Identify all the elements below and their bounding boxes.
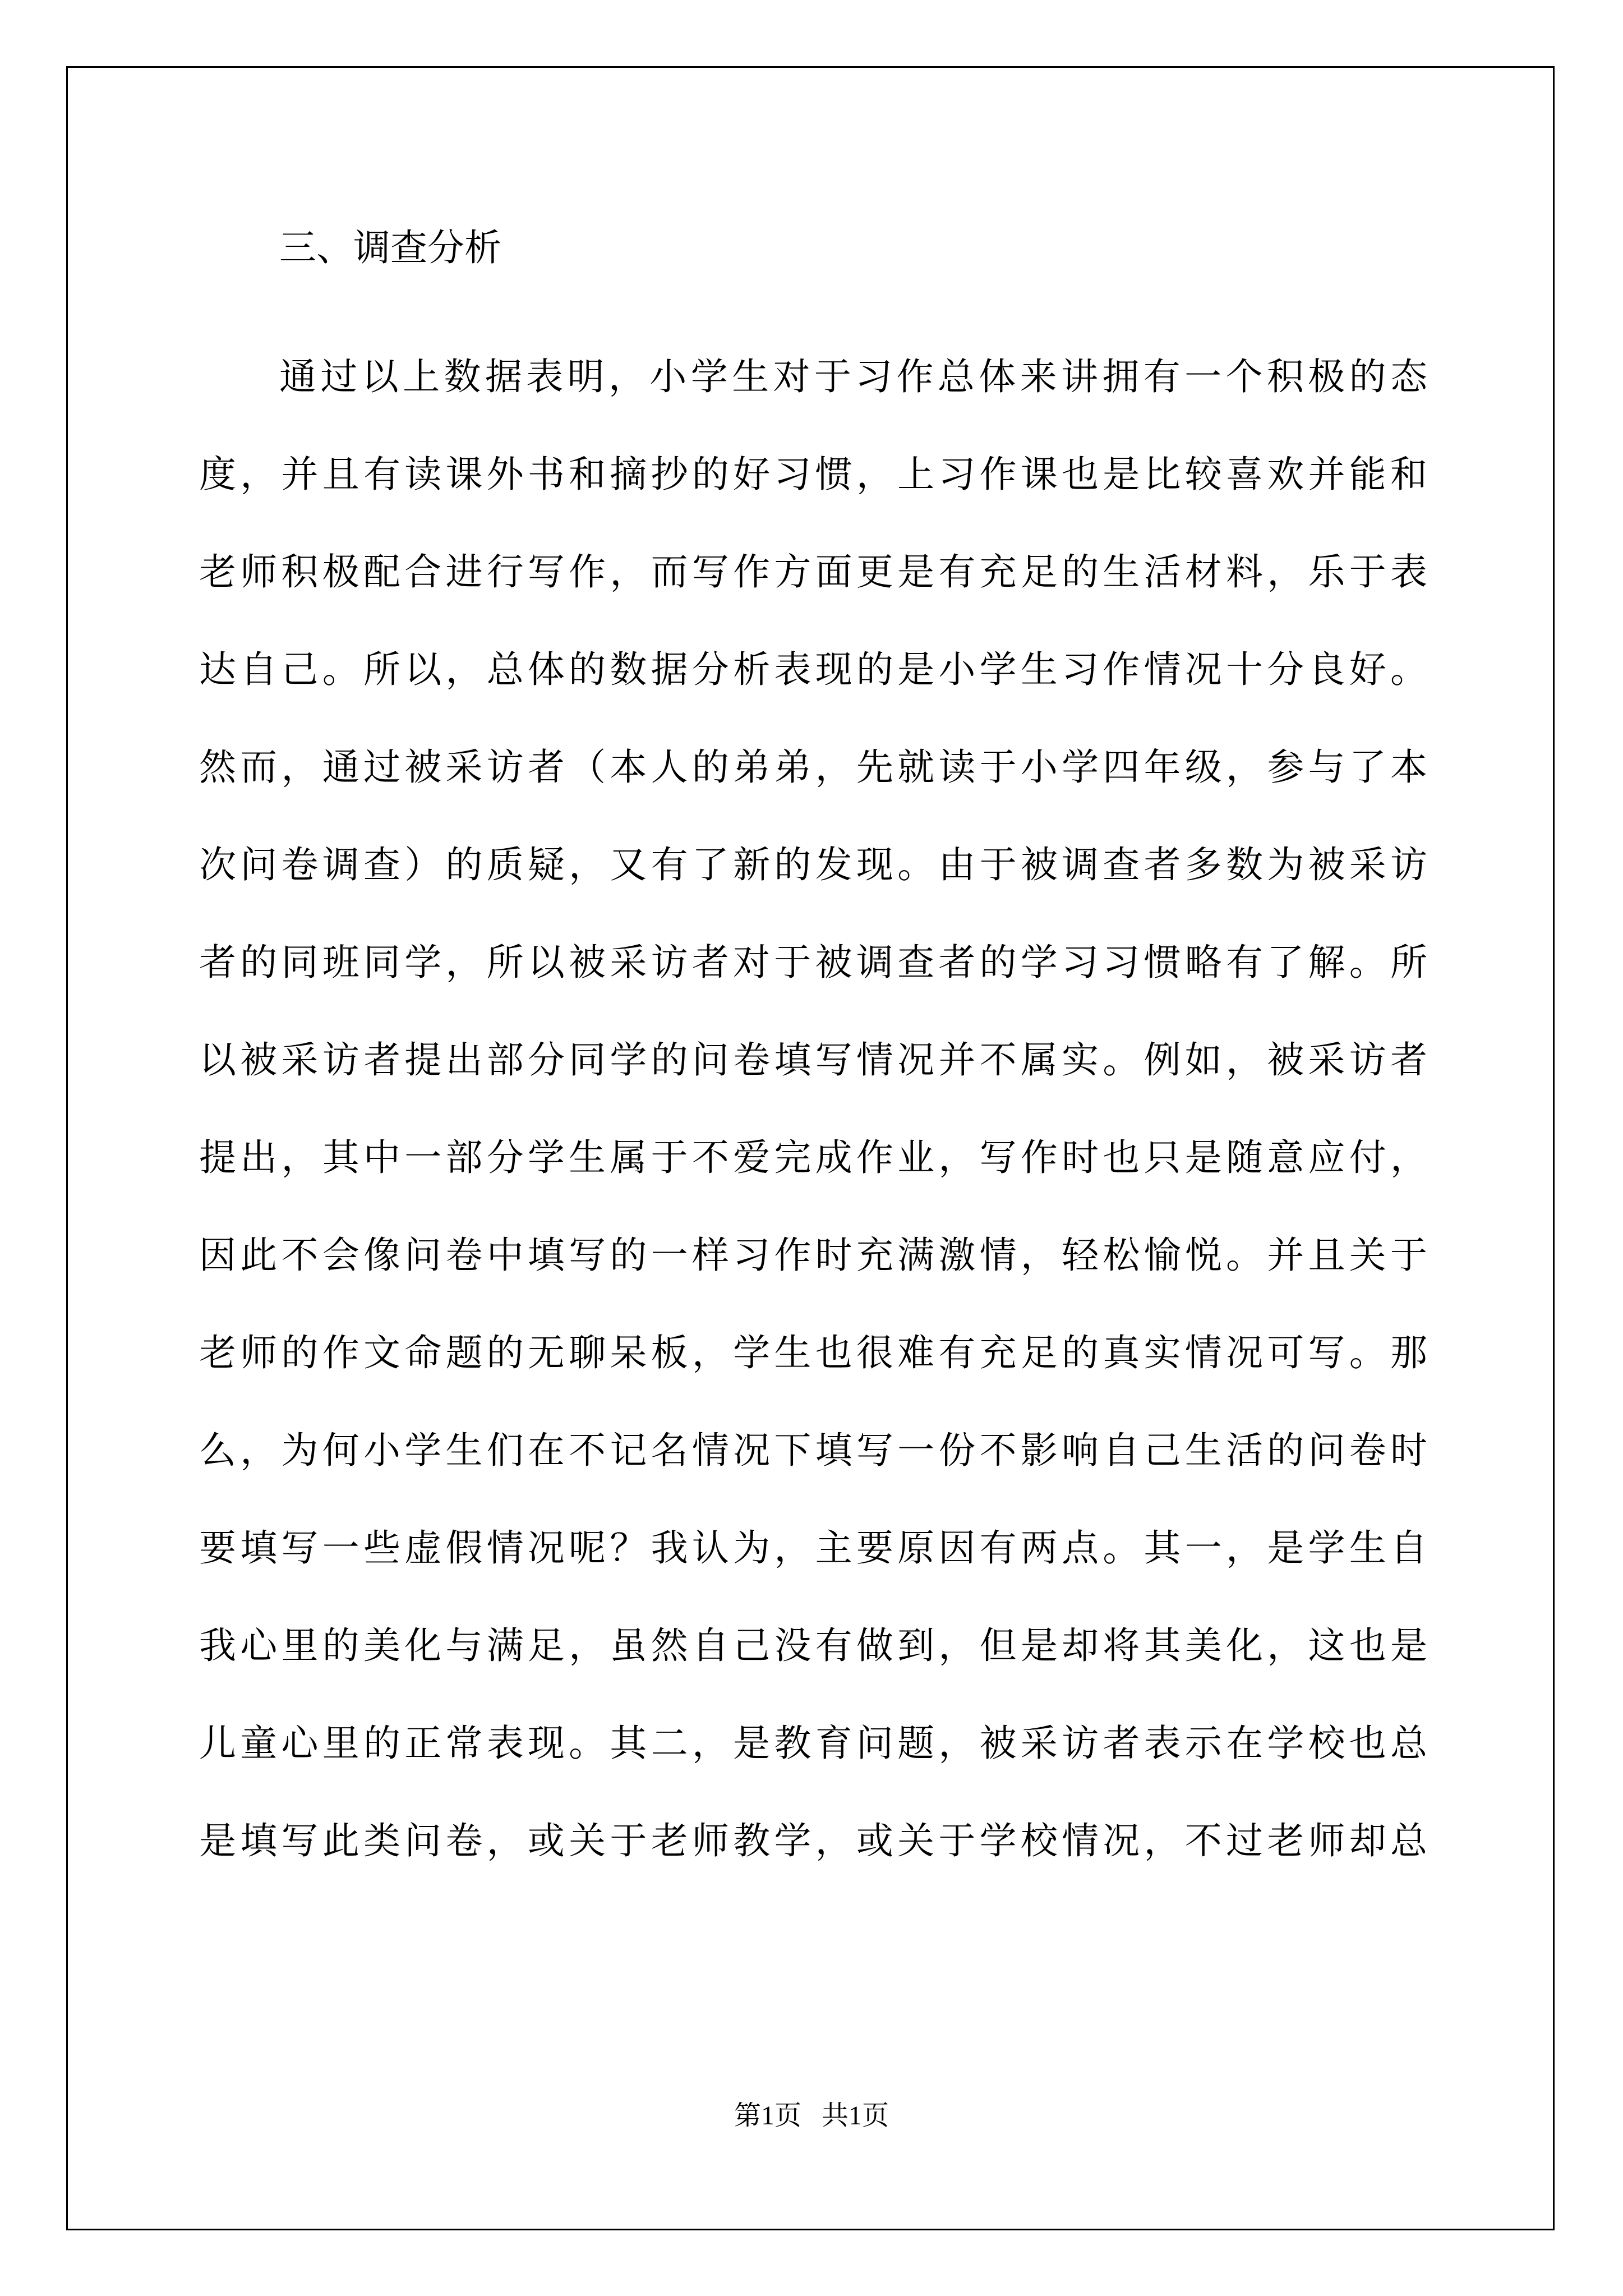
body-line: 度，并且有读课外书和摘抄的好习惯，上习作课也是比较喜欢并能和 [199,453,1427,496]
body-line: 者的同班同学，所以被采访者对于被调查者的学习习惯略有了解。所 [199,941,1427,984]
body-line: 老师的作文命题的无聊呆板，学生也很难有充足的真实情况可写。那 [199,1331,1427,1374]
body-line: 通过以上数据表明，小学生对于习作总体来讲拥有一个积极的态 [279,355,1427,398]
body-line: 我心里的美化与满足，虽然自己没有做到，但是却将其美化，这也是 [199,1624,1427,1667]
body-line: 提出，其中一部分学生属于不爱完成作业，写作时也只是随意应付， [199,1136,1427,1179]
page-footer: 第1页 共1页 [734,2101,889,2131]
body-line: 达自己。所以，总体的数据分析表现的是小学生习作情况十分良好。 [199,648,1427,691]
body-line: 因此不会像问卷中填写的一样习作时充满激情，轻松愉悦。并且关于 [199,1234,1427,1277]
body-line: 老师积极配合进行写作，而写作方面更是有充足的生活材料，乐于表 [199,550,1427,593]
body-line: 然而，通过被采访者（本人的弟弟，先就读于小学四年级，参与了本 [199,746,1427,789]
body-line: 要填写一些虚假情况呢？我认为，主要原因有两点。其一，是学生自 [199,1526,1427,1570]
body-line: 是填写此类问卷，或关于老师教学，或关于学校情况，不过老师却总 [199,1819,1427,1862]
body-line: 以被采访者提出部分同学的问卷填写情况并不属实。例如，被采访者 [199,1038,1427,1082]
body-text [199,328,1427,1890]
section-heading: 三、调查分析 [279,226,501,269]
body-line: 次问卷调查）的质疑，又有了新的发现。由于被调查者多数为被采访 [199,843,1427,886]
body-line: 儿童心里的正常表现。其二，是教育问题，被采访者表示在学校也总 [199,1722,1427,1765]
body-line: 么，为何小学生们在不记名情况下填写一份不影响自己生活的问卷时 [199,1429,1427,1472]
